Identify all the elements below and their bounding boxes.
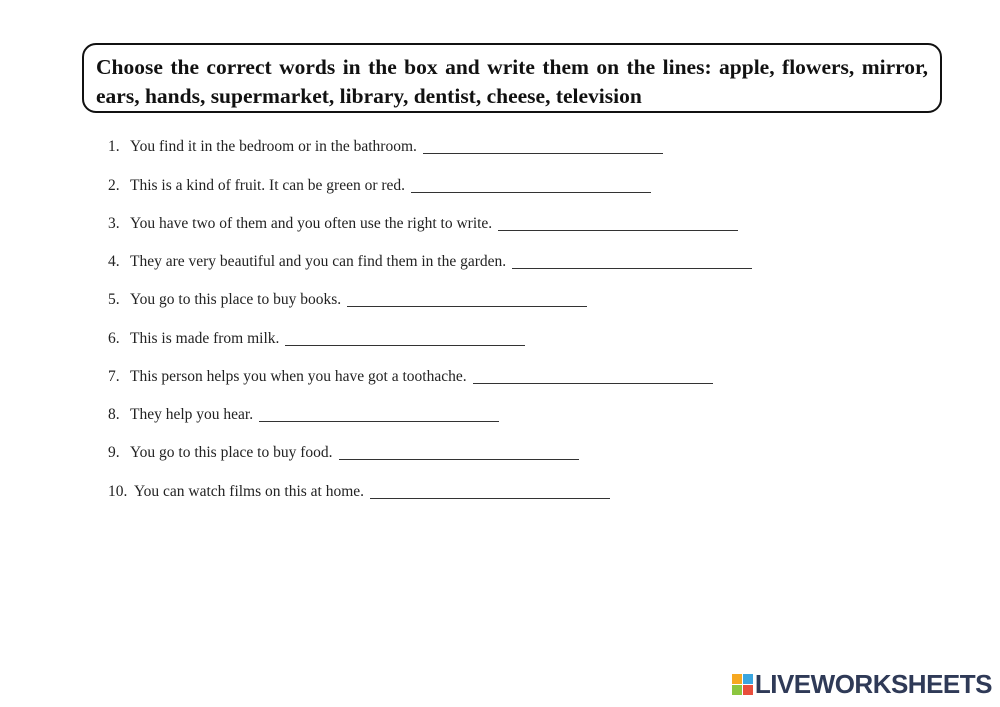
liveworksheets-logo-icon — [732, 674, 753, 695]
question-row-5 — [108, 287, 587, 309]
question-number: 4. — [108, 253, 120, 270]
instruction-text: Choose the correct words in the box and write them on the lines: apple, flowers, mirror, ears, hands, supermarket, library, dentist, cheese, television — [96, 55, 928, 108]
answer-line-3[interactable] — [498, 214, 738, 231]
question-number: 1. — [108, 138, 120, 155]
question-text: You find it in the bedroom or in the bathroom. — [130, 138, 417, 155]
question-row-2 — [108, 173, 651, 195]
question-text: They are very beautiful and you can find them in the garden. — [130, 253, 507, 270]
question-number: 5. — [108, 291, 120, 308]
question-number: 10. — [108, 483, 128, 500]
question-row-9 — [108, 440, 579, 462]
answer-line-1[interactable] — [423, 137, 663, 154]
logo-square — [732, 685, 742, 695]
question-number: 7. — [108, 368, 120, 385]
answer-line-10[interactable] — [370, 482, 610, 499]
question-row-8 — [108, 402, 499, 424]
question-row-10 — [108, 479, 610, 501]
logo-square — [743, 674, 753, 684]
question-number: 3. — [108, 215, 120, 232]
question-row-6 — [108, 326, 525, 348]
answer-line-8[interactable] — [259, 405, 499, 422]
question-row-7 — [108, 364, 713, 386]
answer-line-6[interactable] — [285, 329, 525, 346]
question-number: 2. — [108, 177, 120, 194]
answer-line-5[interactable] — [347, 290, 587, 307]
brand-name: LIVEWORKSHEETS — [754, 669, 992, 699]
question-text: You can watch films on this at home. — [134, 483, 365, 500]
question-text: This person helps you when you have got a toothache. — [130, 368, 467, 385]
answer-line-4[interactable] — [512, 252, 752, 269]
question-row-4 — [108, 249, 752, 271]
question-text: They help you hear. — [130, 406, 254, 423]
logo-square — [743, 685, 753, 695]
question-row-1 — [108, 134, 663, 156]
question-text: This is made from milk. — [130, 330, 280, 347]
answer-line-9[interactable] — [339, 443, 579, 460]
question-row-3 — [108, 211, 738, 233]
question-text: You go to this place to buy books. — [130, 291, 342, 308]
question-number: 9. — [108, 444, 120, 461]
question-number: 8. — [108, 406, 120, 423]
question-text: This is a kind of fruit. It can be green or red. — [130, 177, 406, 194]
question-text: You have two of them and you often use the right to write. — [130, 215, 493, 232]
logo-square — [732, 674, 742, 684]
question-number: 6. — [108, 330, 120, 347]
answer-line-7[interactable] — [473, 367, 713, 384]
question-text: You go to this place to buy food. — [130, 444, 333, 461]
answer-line-2[interactable] — [411, 176, 651, 193]
liveworksheets-brand[interactable] — [732, 669, 992, 699]
